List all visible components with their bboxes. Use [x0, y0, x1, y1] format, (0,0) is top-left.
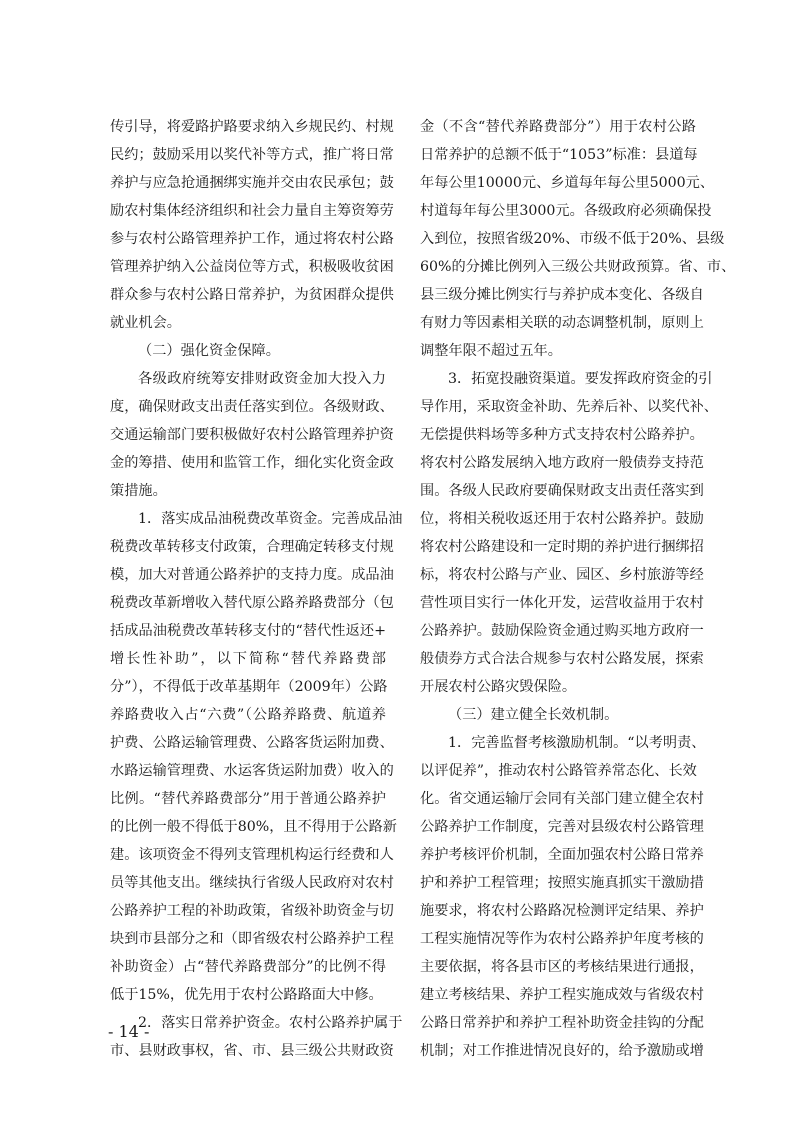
text-line: 传引导，将爱路护路要求纳入乡规民约、村规	[110, 119, 394, 135]
text-line: 主要依据，将各县市区的考核结果进行通报，	[420, 959, 704, 975]
text-line: 就业机会。	[110, 315, 181, 331]
text-line: 导作用，采取资金补助、先养后补、以奖代补、	[420, 399, 718, 415]
text-line: 税费改革转移支付政策，合理确定转移支付规	[110, 539, 394, 555]
text-line: 比例。“替代养路费部分”用于普通公路养护	[110, 791, 386, 807]
text-line: （三）建立健全长效机制。	[448, 707, 619, 723]
text-line: 养护考核评价机制，全面加强农村公路日常养	[420, 847, 704, 863]
text-line: 机制；对工作推进情况良好的，给予激励或增	[420, 1043, 704, 1059]
text-line: 建。该项资金不得列支管理机构运行经费和人	[110, 847, 394, 863]
text-line: 补助资金）占“替代养路费部分”的比例不得	[110, 959, 386, 975]
text-line: 员等其他支出。继续执行省级人民政府对农村	[110, 875, 394, 891]
text-line: 交通运输部门要积极做好农村公路管理养护资	[110, 427, 394, 443]
text-line: 1．完善监督考核激励机制。“以考明责、	[448, 735, 706, 751]
text-line: 位，将相关税收返还用于农村公路养护。鼓励	[420, 511, 704, 527]
text-line: 2．落实日常养护资金。农村公路养护属于	[138, 1015, 403, 1031]
text-line: 1．落实成品油税费改革资金。完善成品油	[138, 511, 403, 527]
text-line: 民约；鼓励采用以奖代补等方式，推广将日常	[110, 147, 394, 163]
text-line: 建立考核结果、养护工程实施成效与省级农村	[420, 987, 704, 1003]
text-line: 入到位，按照省级20%、市级不低于20%、县级	[420, 231, 725, 247]
text-line: 县三级分摊比例实行与养护成本变化、各级自	[420, 287, 704, 303]
text-line: 开展农村公路灾毁保险。	[420, 679, 577, 695]
text-line: 日常养护的总额不低于“1053”标准：县道每	[420, 147, 698, 163]
text-line: 市、县财政事权，省、市、县三级公共财政资	[110, 1043, 394, 1059]
text-line: 的比例一般不得低于80%，且不得用于公路新	[110, 819, 397, 835]
text-line: 以评促养”，推动农村公路管养常态化、长效	[420, 763, 697, 779]
text-line: 括成品油税费改革转移支付的“替代性返还+	[110, 623, 386, 639]
text-line: 化。省交通运输厅会同有关部门建立健全农村	[420, 791, 704, 807]
text-line: 村道每年每公里3000元。各级政府必须确保投	[420, 203, 712, 219]
text-line: 低于15%，优先用于农村公路路面大中修。	[110, 987, 383, 1003]
text-line: 护和养护工程管理；按照实施真抓实干激励措	[420, 875, 704, 891]
text-line: 策措施。	[110, 483, 167, 499]
text-line: 公路养护工作制度，完善对县级农村公路管理	[420, 819, 704, 835]
text-line: 水路运输管理费、水运客货运附加费）收入的	[110, 763, 394, 779]
right-text-column	[420, 113, 736, 1065]
left-text-column	[110, 113, 403, 1065]
text-line: 养护与应急抢通捆绑实施并交由农民承包；鼓	[110, 175, 394, 191]
text-line: 将农村公路建设和一定时期的养护进行捆绑招	[420, 539, 704, 555]
text-line: 金（不含“替代养路费部分”）用于农村公路	[420, 119, 696, 135]
text-line: 3．拓宽投融资渠道。要发挥政府资金的引	[448, 371, 713, 387]
text-line: 般债券方式合法合规参与农村公路发展，探索	[420, 651, 704, 667]
text-line: 标，将农村公路与产业、园区、乡村旅游等经	[420, 567, 704, 583]
text-line: 无偿提供料场等多种方式支持农村公路养护。	[420, 427, 704, 443]
text-line: 60%的分摊比例列入三级公共财政预算。省、市、	[420, 259, 736, 275]
text-line: 施要求，将农村公路路况检测评定结果、养护	[420, 903, 704, 919]
text-line: 度，确保财政支出责任落实到位。各级财政、	[110, 399, 394, 415]
text-line: 参与农村公路管理养护工作，通过将农村公路	[110, 231, 394, 247]
text-line: 围。各级人民政府要确保财政支出责任落实到	[420, 483, 704, 499]
text-line: 公路日常养护和养护工程补助资金挂钩的分配	[420, 1015, 704, 1031]
text-line: 养路费收入占“六费”（公路养路费、航道养	[110, 707, 386, 723]
text-line: （二）强化资金保障。	[138, 343, 280, 359]
text-line: 金的筹措、使用和监管工作，细化实化资金政	[110, 455, 394, 471]
text-line: 公路养护。鼓励保险资金通过购买地方政府一	[420, 623, 704, 639]
page-number: - 14 -	[108, 1022, 150, 1041]
text-line: 模，加大对普通公路养护的支持力度。成品油	[110, 567, 394, 583]
text-line: 有财力等因素相关联的动态调整机制，原则上	[420, 315, 704, 331]
text-line: 税费改革新增收入替代原公路养路费部分（包	[110, 595, 394, 611]
text-line: 分”），不得低于改革基期年（2009年）公路	[110, 679, 388, 695]
text-line: 块到市县部分之和（即省级农村公路养护工程	[110, 931, 394, 947]
text-line: 年每公里10000元、乡道每年每公里5000元、	[420, 175, 715, 191]
text-line: 护费、公路运输管理费、公路客货运附加费、	[110, 735, 394, 751]
text-line: 管理养护纳入公益岗位等方式，积极吸收贫困	[110, 259, 394, 275]
text-line: 增长性补助”，以下简称“替代养路费部	[110, 651, 386, 667]
text-line: 各级政府统筹安排财政资金加大投入力	[138, 371, 386, 387]
text-line: 工程实施情况等作为农村公路养护年度考核的	[420, 931, 704, 947]
text-line: 群众参与农村公路日常养护，为贫困群众提供	[110, 287, 394, 303]
text-line: 将农村公路发展纳入地方政府一般债券支持范	[420, 455, 704, 471]
text-line: 调整年限不超过五年。	[420, 343, 562, 359]
text-line: 励农村集体经济组织和社会力量自主筹资筹劳	[110, 203, 394, 219]
text-line: 公路养护工程的补助政策，省级补助资金与切	[110, 903, 394, 919]
text-line: 营性项目实行一体化开发，运营收益用于农村	[420, 595, 704, 611]
